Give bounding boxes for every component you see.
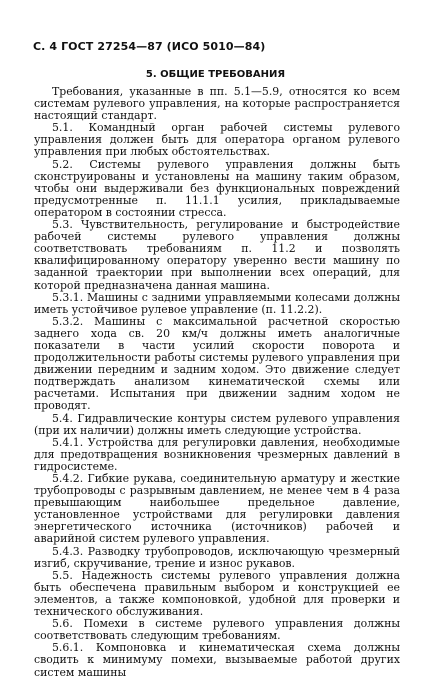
paragraph-5-3-2: 5.3.2. Машины с максимальной расчетной скоростью заднего хода св. 20 км/ч должны иметь аналогичные показатели в части усилий скорости поворота и продолжительности работы системы рулевого управления при движении передним и задним ходом. Это движение следует подтверждать анализом кинематической схемы или расчетами. Испытания при движении задним ходом не проводят. <box>34 314 400 413</box>
paragraph-5-4-1: 5.4.1. Устройства для регулировки давления, необходимые для предотвращения возникновения чрезмерных давлений в гидросистеме. <box>34 435 400 473</box>
paragraph-5-2: 5.2. Системы рулевого управления должны быть сконструированы и установлены на машину таким образом, чтобы они выдерживали без функциональных повреждений предусмотренные п. 11.1.1 усилия, прикладываемые оператором в состоянии стресса. <box>34 157 400 219</box>
paragraph-5-4-3: 5.4.3. Разводку трубопроводов, исключающую чрезмерный изгиб, скручивание, трение и износ рукавов. <box>34 544 400 570</box>
paragraph-5-3: 5.3. Чувствительность, регулирование и быстродействие рабочей системы рулевого управления должны соответствовать требованиям п. 11.2 и позволять квалифицированному оператору уверенно вести машину по заданной траектории при выполнении всех операций, для которой предназначена данная машина. <box>34 218 400 292</box>
paragraph-5-6: 5.6. Помехи в системе рулевого управления должны соответствовать следующим требованиям. <box>34 617 400 643</box>
paragraph-5-1: 5.1. Командный орган рабочей системы рулевого управления должен быть для оператора органом рулевого управления при любых обстоятельствах. <box>34 121 400 159</box>
paragraph-5-4: 5.4. Гидравлические контуры систем рулевого управления (при их наличии) должны иметь следующие устройства. <box>34 411 400 437</box>
paragraph-5-3-1: 5.3.1. Машины с задними управляемыми колесами должны иметь устойчивое рулевое управление (п. 11.2.2). <box>34 290 400 316</box>
section-title: 5. ОБЩИЕ ТРЕБОВАНИЯ <box>145 69 286 80</box>
paragraph-5-5: 5.5. Надежность системы рулевого управления должна быть обеспечена правильным выбором и конструкцией ее элементов, а также компоновкой, удобной для проверки и технического обслуживания. <box>34 568 400 619</box>
paragraph-5-4-2: 5.4.2. Гибкие рукава, соединительную арматуру и жесткие трубопроводы с разрывным давлением, не менее чем в 4 раза превышающим наибольшее предельное давление, установленное устройствами для регулировки давления энергетического источника (источников) рабочей и аварийной систем рулевого управления. <box>34 472 400 546</box>
paragraph-5-6-1: 5.6.1. Компоновка и кинематическая схема должны сводить к минимуму помехи, вызываемые работой других систем машины <box>34 641 400 679</box>
page-header: С. 4 ГОСТ 27254—87 (ИСО 5010—84) <box>33 40 266 53</box>
paragraph-intro: Требования, указанные в пп. 5.1—5.9, относятся ко всем системам рулевого управления, на которые распространяется настоящий стандарт. <box>34 85 400 123</box>
document-body <box>34 86 400 679</box>
